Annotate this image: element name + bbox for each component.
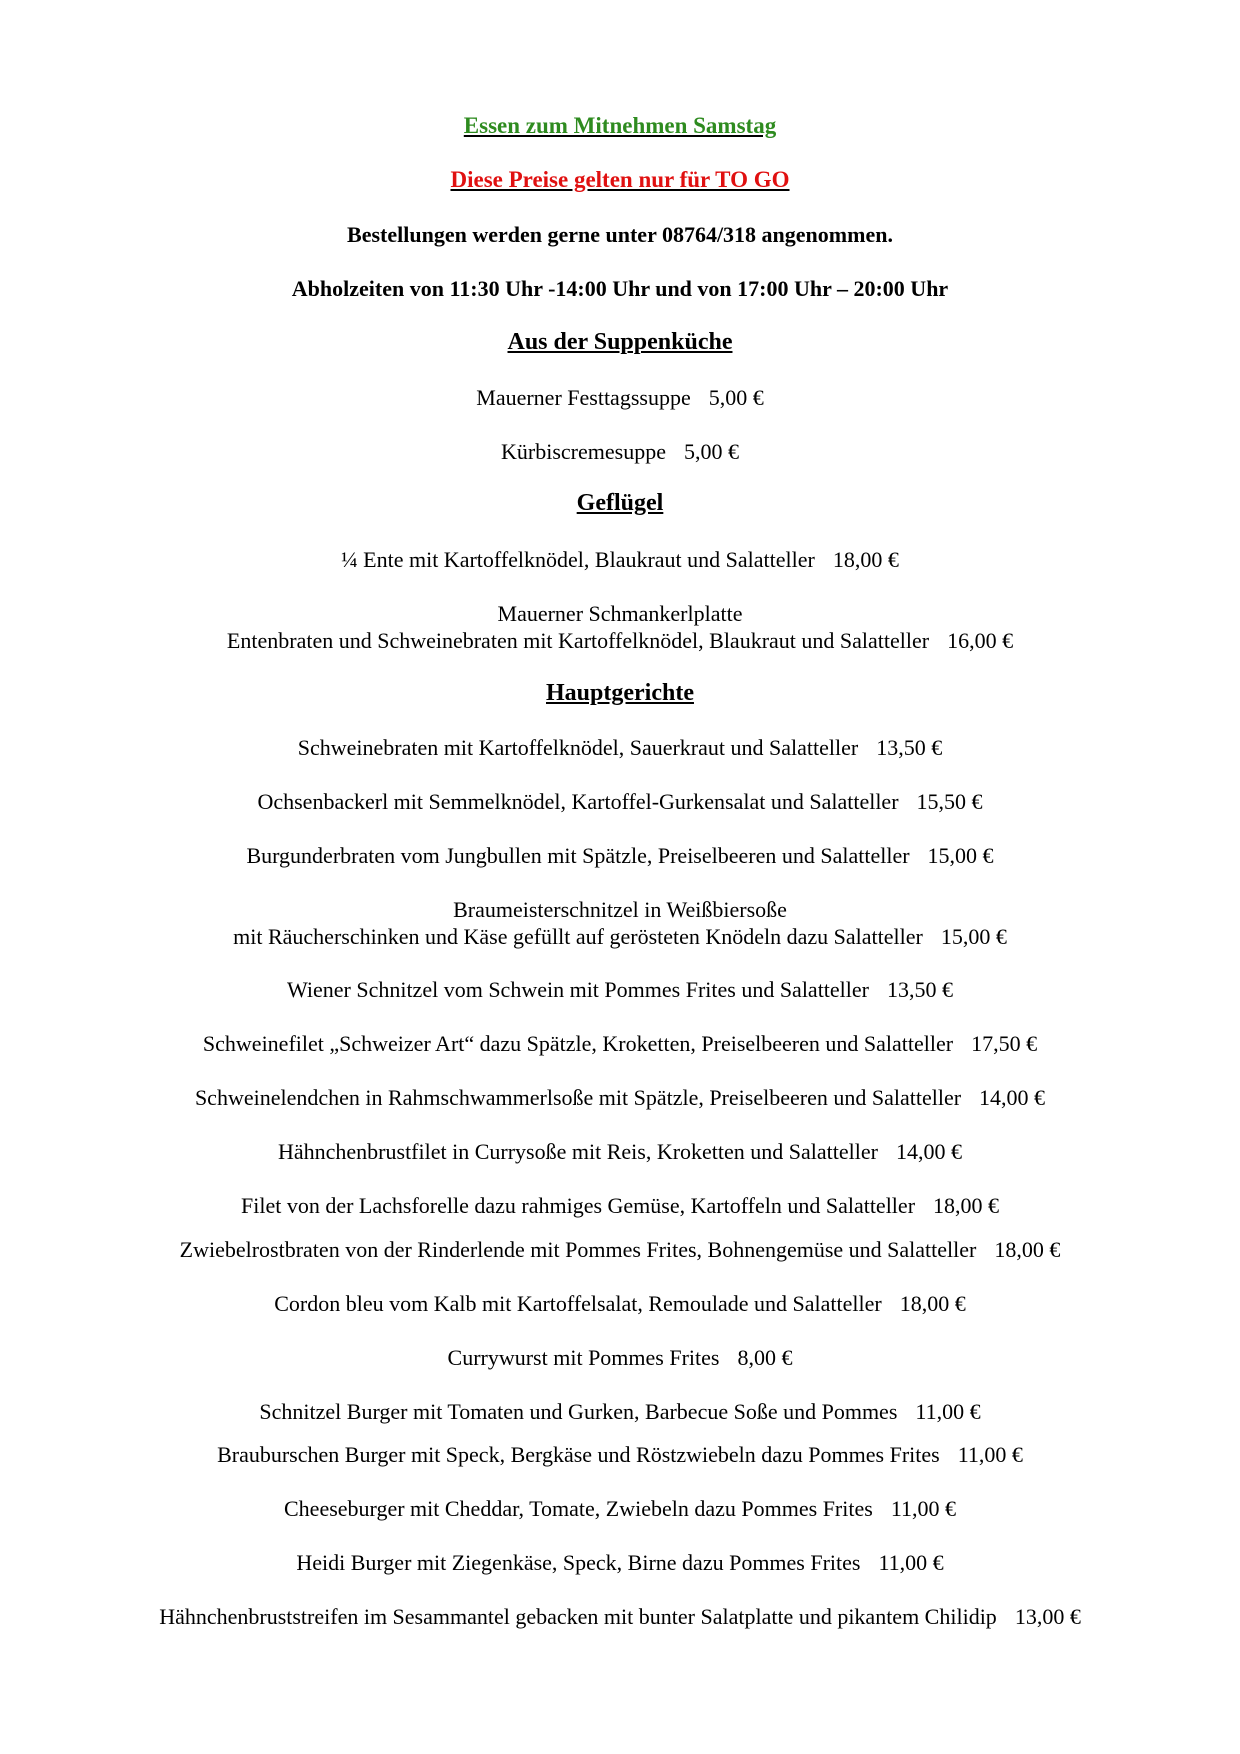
menu-item	[0, 1084, 1240, 1111]
item-price: 18,00 €	[899, 1291, 966, 1316]
item-name: Wiener Schnitzel vom Schwein mit Pommes Frites und Salatteller	[286, 977, 869, 1002]
menu-item	[0, 438, 1240, 465]
item-name: Hähnchenbruststreifen im Sesammantel gebacken mit bunter Salatplatte und pikantem Chilidip	[159, 1604, 997, 1629]
item-price: 15,00 €	[940, 924, 1007, 949]
item-name-line1: Braumeisterschnitzel in Weißbiersoße	[453, 897, 787, 922]
item-name: Burgunderbraten vom Jungbullen mit Spätzle, Preiselbeeren und Salatteller	[246, 843, 910, 868]
item-name: Cordon bleu vom Kalb mit Kartoffelsalat, Remoulade und Salatteller	[274, 1291, 882, 1316]
to-go-notice-text: Diese Preise gelten nur für TO GO	[450, 167, 790, 192]
item-name: Hähnchenbrustfilet in Currysoße mit Reis, Kroketten und Salatteller	[278, 1139, 878, 1164]
item-name: ¼ Ente mit Kartoffelknödel, Blaukraut und Salatteller	[341, 547, 815, 572]
item-price: 11,00 €	[878, 1550, 944, 1575]
menu-item	[0, 734, 1240, 761]
item-name: Zwiebelrostbraten von der Rinderlende mit Pommes Frites, Bohnengemüse und Salatteller	[179, 1237, 977, 1262]
item-price: 15,00 €	[927, 843, 994, 868]
item-price: 14,00 €	[979, 1085, 1046, 1110]
item-price: 18,00 €	[832, 547, 899, 572]
menu-item	[0, 842, 1240, 869]
menu-item	[0, 1441, 1240, 1468]
order-info: Bestellungen werden gerne unter 08764/318 angenommen.	[347, 222, 893, 247]
item-name: Currywurst mit Pommes Frites	[447, 1345, 720, 1370]
menu-item	[0, 1495, 1240, 1522]
item-name: Schweinebraten mit Kartoffelknödel, Sauerkraut und Salatteller	[297, 735, 859, 760]
item-name: Mauerner Festtagssuppe	[476, 385, 691, 410]
menu-item	[0, 1030, 1240, 1057]
section-heading-soups: Aus der Suppenküche	[507, 329, 733, 355]
menu-item	[0, 1549, 1240, 1576]
item-name: Filet von der Lachsforelle dazu rahmiges Gemüse, Kartoffeln und Salatteller	[240, 1193, 916, 1218]
item-price: 14,00 €	[895, 1139, 962, 1164]
item-name: Cheeseburger mit Cheddar, Tomate, Zwiebeln dazu Pommes Frites	[284, 1496, 873, 1521]
item-price: 16,00 €	[947, 628, 1014, 653]
item-price: 11,00 €	[915, 1399, 981, 1424]
menu-item	[0, 1344, 1240, 1371]
item-name: Brauburschen Burger mit Speck, Bergkäse und Röstzwiebeln dazu Pommes Frites	[217, 1442, 940, 1467]
item-price: 13,00 €	[1014, 1604, 1081, 1629]
item-price: 18,00 €	[994, 1237, 1061, 1262]
menu-item	[0, 1398, 1240, 1425]
to-go-notice	[0, 167, 1240, 193]
item-price: 17,50 €	[971, 1031, 1038, 1056]
menu-item	[0, 384, 1240, 411]
pickup-times: Abholzeiten von 11:30 Uhr -14:00 Uhr und von 17:00 Uhr – 20:00 Uhr	[291, 276, 949, 301]
item-name: Heidi Burger mit Ziegenkäse, Speck, Birne dazu Pommes Frites	[296, 1550, 861, 1575]
item-name: Ochsenbackerl mit Semmelknödel, Kartoffel-Gurkensalat und Salatteller	[257, 789, 899, 814]
item-price: 11,00 €	[890, 1496, 956, 1521]
menu-item	[0, 1290, 1240, 1317]
page-title-text: Essen zum Mitnehmen Samstag	[463, 113, 777, 138]
section-heading-poultry: Geflügel	[576, 490, 664, 516]
section-heading-mains: Hauptgerichte	[546, 680, 694, 706]
item-name: Schnitzel Burger mit Tomaten und Gurken, Barbecue Soße und Pommes	[259, 1399, 898, 1424]
item-price: 8,00 €	[737, 1345, 793, 1370]
item-name: Entenbraten und Schweinebraten mit Kartoffelknödel, Blaukraut und Salatteller	[226, 628, 930, 653]
item-name: Schweinefilet „Schweizer Art“ dazu Spätzle, Kroketten, Preiselbeeren und Salatteller	[202, 1031, 954, 1056]
menu-item	[0, 546, 1240, 573]
menu-item	[0, 896, 1240, 950]
item-price: 11,00 €	[957, 1442, 1023, 1467]
item-name: mit Räucherschinken und Käse gefüllt auf gerösteten Knödeln dazu Salatteller	[233, 924, 923, 949]
item-price: 13,50 €	[876, 735, 943, 760]
menu-item	[0, 1138, 1240, 1165]
item-price: 18,00 €	[933, 1193, 1000, 1218]
menu-item	[0, 976, 1240, 1003]
item-name: Kürbiscremesuppe	[501, 439, 666, 464]
menu-item	[0, 600, 1240, 654]
item-name: Schweinelendchen in Rahmschwammerlsoße mit Spätzle, Preiselbeeren und Salatteller	[194, 1085, 962, 1110]
menu-item	[0, 1603, 1240, 1630]
item-price: 15,50 €	[916, 789, 983, 814]
menu-item	[0, 788, 1240, 815]
menu-item	[0, 1236, 1240, 1263]
item-price: 5,00 €	[683, 439, 739, 464]
page-title	[0, 113, 1240, 139]
item-price: 5,00 €	[708, 385, 764, 410]
item-name-line1: Mauerner Schmankerlplatte	[497, 601, 743, 626]
item-price: 13,50 €	[887, 977, 953, 1002]
menu-item	[0, 1192, 1240, 1219]
